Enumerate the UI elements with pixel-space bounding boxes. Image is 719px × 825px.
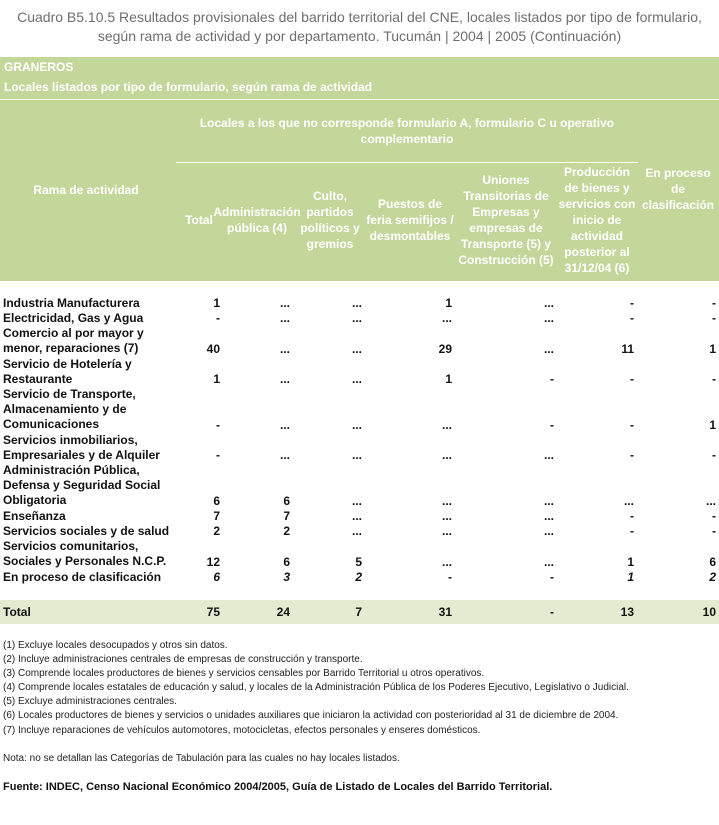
- cell-value: ...: [351, 524, 362, 538]
- cell-value: ...: [441, 555, 452, 569]
- cell-value: ...: [351, 494, 362, 508]
- cell-value: ...: [351, 509, 362, 523]
- cell-value: ...: [279, 296, 290, 310]
- cell-value: 6: [213, 494, 220, 508]
- cell-value: 3: [283, 570, 290, 584]
- table-header: [0, 99, 719, 281]
- header-col-produccion: Producción de bienes y servicios con inicio de actividad posterior al 31/12/04 (6): [558, 165, 636, 275]
- cell-value: 1: [213, 296, 220, 310]
- total-value: -: [550, 605, 554, 619]
- table-row: [0, 524, 719, 539]
- row-label: Servicio de Hotelería y Restaurante: [3, 357, 132, 386]
- total-value: 7: [355, 605, 362, 619]
- cell-value: 1: [445, 372, 452, 386]
- footnote: (6) Locales productores de bienes y servicios o unidades auxiliares que iniciaron la actividad con posterioridad al 31 de diciembre de 2004.: [3, 710, 619, 722]
- cell-value: ...: [279, 311, 290, 325]
- table-row: [0, 326, 719, 357]
- cell-value: ...: [351, 342, 362, 356]
- cell-value: ...: [543, 524, 554, 538]
- cell-value: -: [712, 509, 716, 523]
- cell-value: ...: [623, 494, 634, 508]
- cell-value: ...: [543, 555, 554, 569]
- cell-value: ...: [351, 372, 362, 386]
- subtitle-band: [0, 77, 719, 99]
- table-title: [0, 8, 719, 46]
- row-label: Comercio al por mayor y menor, reparaciones (7): [3, 326, 144, 355]
- cell-value: 2: [213, 524, 220, 538]
- cell-value: -: [712, 296, 716, 310]
- total-value: 13: [620, 605, 634, 619]
- cell-value: ...: [543, 342, 554, 356]
- table-row: [0, 296, 719, 311]
- cell-value: 2: [709, 570, 716, 584]
- cell-value: ...: [441, 311, 452, 325]
- cell-value: ...: [441, 494, 452, 508]
- cell-value: ...: [351, 311, 362, 325]
- total-value: 10: [702, 605, 716, 619]
- row-label: Enseñanza: [3, 509, 66, 523]
- cell-value: ...: [351, 448, 362, 462]
- row-label: Servicios inmobiliarios, Empresariales y de Alquiler: [3, 433, 160, 462]
- cell-value: 7: [213, 509, 220, 523]
- cell-value: 1: [627, 555, 634, 569]
- title-line-1: Cuadro B5.10.5 Resultados provisionales del barrido territorial del CNE, locales listados por tipo de formulario,: [17, 9, 702, 25]
- cell-value: 6: [283, 494, 290, 508]
- table-row: [0, 387, 719, 433]
- cell-value: ...: [705, 494, 716, 508]
- footnote: (7) Incluye reparaciones de vehículos automotores, motocicletas, efectos personales y enseres domésticos.: [3, 724, 481, 736]
- total-value: 75: [206, 605, 220, 619]
- header-col-puestos: Puestos de feria semifijos / desmontables: [366, 197, 454, 243]
- row-label: Servicios sociales y de salud: [3, 524, 170, 538]
- table-row: [0, 311, 719, 326]
- cell-value: ...: [441, 448, 452, 462]
- footnote: (3) Comprende locales productores de bienes y servicios censables por Barrido Territorial u otros operativos.: [3, 668, 485, 680]
- table-row: [0, 539, 719, 570]
- total-row: [0, 604, 719, 622]
- cell-value: -: [216, 448, 220, 462]
- cell-value: -: [630, 524, 634, 538]
- header-group-underline: [176, 162, 638, 163]
- source-line: Fuente: INDEC, Censo Nacional Económico 2004/2005, Guía de Listado de Locales del Barrido Territorial.: [3, 781, 553, 793]
- footnote: (5) Excluye administraciones centrales.: [3, 696, 177, 708]
- cell-value: -: [550, 418, 554, 432]
- footnote: (2) Incluye administraciones centrales de empresas de construcción y transporte.: [3, 654, 363, 666]
- row-label: Administración Pública, Defensa y Seguridad Social Obligatoria: [3, 463, 161, 507]
- cell-value: -: [630, 509, 634, 523]
- cell-value: ...: [351, 418, 362, 432]
- header-col-culto: Culto, partidos políticos y gremios: [300, 189, 360, 251]
- cell-value: 2: [355, 570, 362, 584]
- cell-value: ...: [279, 342, 290, 356]
- row-label: Industria Manufacturera: [3, 296, 140, 310]
- table-row: [0, 509, 719, 524]
- cell-value: 29: [438, 342, 452, 356]
- row-label: Servicio de Transporte, Almacenamiento y de Comunicaciones: [3, 387, 136, 431]
- row-label: Electricidad, Gas y Agua: [3, 311, 144, 325]
- footnote: (4) Comprende locales estatales de educación y salud, y locales de la Administración Pública de los Poderes Ejecutivo, Legislativo o Judicial.: [3, 682, 629, 694]
- cell-value: 6: [283, 555, 290, 569]
- cell-value: ...: [279, 448, 290, 462]
- cell-value: ...: [543, 509, 554, 523]
- cell-value: ...: [543, 448, 554, 462]
- header-col-proceso: En proceso de clasificación: [641, 166, 715, 212]
- cell-value: -: [448, 570, 452, 584]
- table-row: [0, 570, 719, 585]
- cell-value: ...: [441, 509, 452, 523]
- cell-value: -: [630, 418, 634, 432]
- cell-value: -: [712, 448, 716, 462]
- cell-value: 6: [709, 555, 716, 569]
- table-row: [0, 463, 719, 509]
- cell-value: ...: [441, 524, 452, 538]
- cell-value: -: [630, 296, 634, 310]
- cell-value: -: [216, 311, 220, 325]
- cell-value: ...: [543, 311, 554, 325]
- footnote: (1) Excluye locales desocupados y otros sin datos.: [3, 640, 228, 651]
- cell-value: ...: [543, 494, 554, 508]
- table-note: Nota: no se detallan las Categorías de Tabulación para las cuales no hay locales listados.: [3, 753, 400, 764]
- footnotes: [3, 639, 629, 738]
- department-band: [0, 57, 719, 77]
- total-value: 24: [276, 605, 290, 619]
- cell-value: ...: [279, 372, 290, 386]
- cell-value: 1: [709, 342, 716, 356]
- cell-value: -: [630, 311, 634, 325]
- table-row: [0, 433, 719, 463]
- table-row: [0, 357, 719, 387]
- department-name: GRANEROS: [4, 60, 74, 74]
- cell-value: -: [712, 311, 716, 325]
- cell-value: 11: [621, 342, 634, 356]
- cell-value: 5: [355, 555, 362, 569]
- cell-value: -: [550, 372, 554, 386]
- header-col-admin: Administración pública (4): [213, 205, 301, 235]
- cell-value: -: [550, 570, 554, 584]
- header-rama: Rama de actividad: [33, 183, 139, 197]
- row-label: En proceso de clasificación: [3, 570, 162, 584]
- header-col-total: Total: [185, 213, 213, 227]
- cell-value: 1: [445, 296, 452, 310]
- cell-value: 12: [206, 555, 220, 569]
- row-label: Servicios comunitarios, Sociales y Personales N.C.P.: [3, 539, 167, 568]
- cell-value: 1: [627, 570, 634, 584]
- cell-value: 1: [709, 418, 716, 432]
- cell-value: ...: [543, 296, 554, 310]
- title-line-2: según rama de actividad y por departamento. Tucumán | 2004 | 2005 (Continuación): [97, 28, 622, 44]
- cell-value: -: [216, 418, 220, 432]
- cell-value: 1: [213, 372, 220, 386]
- total-label: Total: [3, 605, 31, 619]
- cell-value: 7: [283, 509, 290, 523]
- cell-value: -: [630, 448, 634, 462]
- cell-value: ...: [441, 418, 452, 432]
- table-subtitle: Locales listados por tipo de formulario, según rama de actividad: [4, 80, 373, 94]
- cell-value: 6: [213, 570, 220, 584]
- cell-value: ...: [279, 418, 290, 432]
- header-col-uniones: Uniones Transitorias de Empresas y empresas de Transporte (5) y Construcción (5): [458, 173, 554, 267]
- cell-value: -: [712, 524, 716, 538]
- cell-value: 2: [283, 524, 290, 538]
- cell-value: -: [712, 372, 716, 386]
- header-group: Locales a los que no corresponde formulario A, formulario C u operativo complementario: [199, 116, 615, 146]
- cell-value: -: [630, 372, 634, 386]
- total-value: 31: [438, 605, 452, 619]
- cell-value: ...: [351, 296, 362, 310]
- cell-value: 40: [206, 342, 220, 356]
